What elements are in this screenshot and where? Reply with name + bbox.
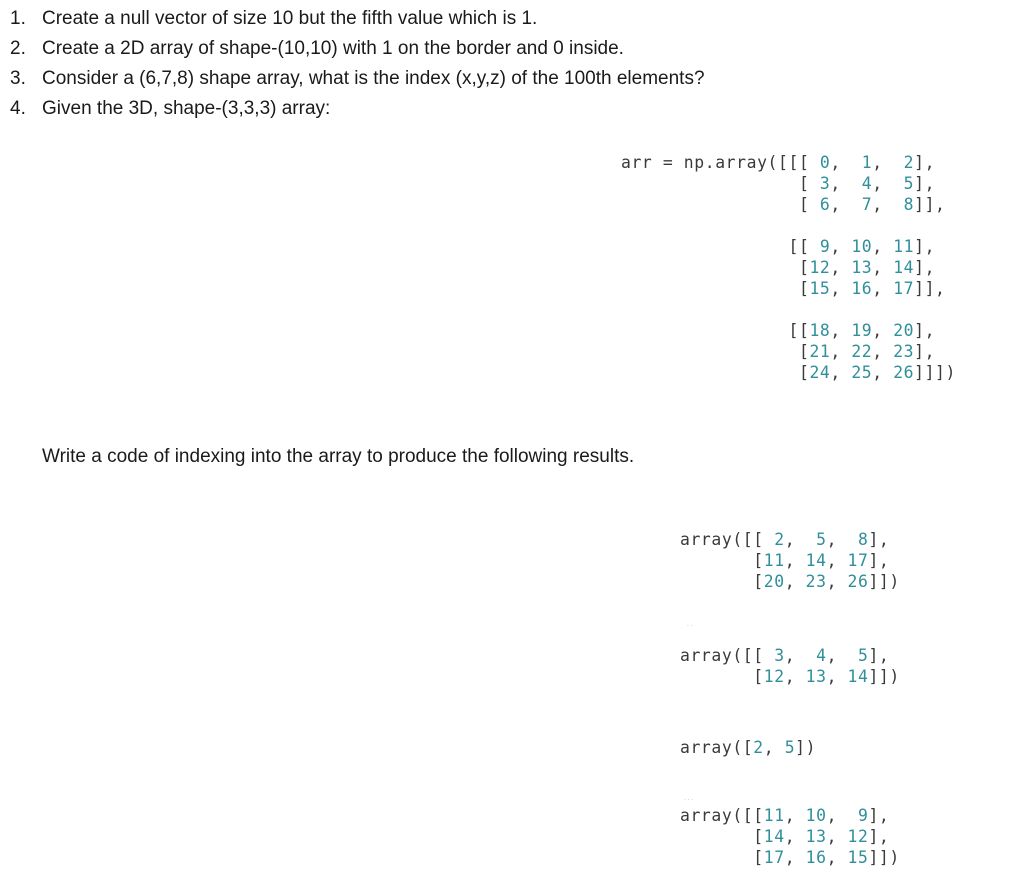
- code-number: 11: [763, 806, 785, 825]
- question-item: [10, 94, 705, 124]
- code-number: 23: [893, 342, 915, 361]
- code-number: 14: [805, 551, 827, 570]
- code-number: 5: [857, 646, 869, 665]
- code-number: 2: [753, 738, 764, 757]
- code-line: [11, 14, 17],: [680, 551, 890, 570]
- code-number: 26: [893, 363, 915, 382]
- code-number: 17: [893, 279, 915, 298]
- code-number: 19: [851, 321, 873, 340]
- given-array-code: [621, 152, 956, 383]
- code-line: [[18, 19, 20],: [621, 321, 936, 340]
- code-number: 11: [893, 237, 915, 256]
- code-line: array([[ 3, 4, 5],: [680, 646, 890, 665]
- code-line: [14, 13, 12],: [680, 827, 890, 846]
- code-number: 12: [763, 667, 785, 686]
- code-number: 7: [861, 195, 873, 214]
- code-number: 16: [805, 848, 827, 867]
- code-number: 13: [805, 827, 827, 846]
- code-number: 6: [819, 195, 831, 214]
- code-line: [ 3, 4, 5],: [621, 174, 936, 193]
- question-text: Consider a (6,7,8) shape array, what is the index (x,y,z) of the 100th elements?: [42, 68, 705, 89]
- question-item: [10, 64, 705, 94]
- code-number: 4: [861, 174, 873, 193]
- code-number: 14: [893, 258, 915, 277]
- code-number: 13: [805, 667, 827, 686]
- question-text: Create a 2D array of shape-(10,10) with 1 on the border and 0 inside.: [42, 38, 624, 59]
- code-number: 8: [857, 530, 869, 549]
- code-number: 14: [763, 827, 785, 846]
- code-number: 10: [805, 806, 827, 825]
- code-number: 21: [809, 342, 831, 361]
- code-line: arr = np.array([[[ 0, 1, 2],: [621, 153, 936, 172]
- question-number: 3.: [10, 68, 26, 89]
- code-number: 9: [819, 237, 831, 256]
- code-line: [ 6, 7, 8]],: [621, 195, 946, 214]
- question-number: 4.: [10, 98, 26, 119]
- separator-mark: ...: [683, 795, 694, 802]
- code-number: 25: [851, 363, 873, 382]
- result-array-1: [680, 529, 900, 592]
- code-number: 10: [851, 237, 873, 256]
- code-line: [[ 9, 10, 11],: [621, 237, 936, 256]
- code-number: 13: [851, 258, 873, 277]
- code-line: [17, 16, 15]]): [680, 848, 900, 867]
- code-number: 2: [774, 530, 785, 549]
- code-number: 17: [847, 551, 869, 570]
- code-number: 16: [851, 279, 873, 298]
- code-number: 5: [903, 174, 915, 193]
- question-item: [10, 34, 705, 64]
- question-text: Given the 3D, shape-(3,3,3) array:: [42, 98, 331, 119]
- code-number: 15: [809, 279, 831, 298]
- code-number: 17: [763, 848, 785, 867]
- code-number: 3: [774, 646, 785, 665]
- code-line: array([2, 5]): [680, 738, 817, 757]
- code-number: 9: [857, 806, 869, 825]
- code-number: 24: [809, 363, 831, 382]
- code-number: 1: [861, 153, 873, 172]
- code-line: [20, 23, 26]]): [680, 572, 900, 591]
- code-blank-line: [621, 215, 956, 236]
- code-line: [24, 25, 26]]]): [621, 363, 956, 382]
- question-number: 1.: [10, 8, 26, 29]
- result-array-2: [680, 645, 900, 687]
- question-text: Create a null vector of size 10 but the fifth value which is 1.: [42, 8, 538, 29]
- code-line: array([[ 2, 5, 8],: [680, 530, 890, 549]
- code-number: 18: [809, 321, 831, 340]
- code-blank-line: [621, 299, 956, 320]
- code-number: 0: [819, 153, 831, 172]
- code-number: 20: [893, 321, 915, 340]
- code-line: [12, 13, 14],: [621, 258, 936, 277]
- instruction-text: Write a code of indexing into the array to produce the following results.: [42, 446, 635, 467]
- code-line: array([[11, 10, 9],: [680, 806, 890, 825]
- code-number: 8: [903, 195, 915, 214]
- code-number: 5: [816, 530, 827, 549]
- code-line: [12, 13, 14]]): [680, 667, 900, 686]
- code-number: 22: [851, 342, 873, 361]
- code-number: 23: [805, 572, 827, 591]
- separator-mark: --: [686, 622, 694, 629]
- code-number: 4: [816, 646, 827, 665]
- code-number: 5: [784, 738, 796, 757]
- code-line: [21, 22, 23],: [621, 342, 936, 361]
- code-number: 26: [847, 572, 869, 591]
- question-item: [10, 4, 705, 34]
- code-number: 14: [847, 667, 869, 686]
- code-number: 20: [763, 572, 785, 591]
- result-array-4: [680, 805, 900, 868]
- code-number: 15: [847, 848, 869, 867]
- code-number: 3: [819, 174, 831, 193]
- result-array-3: [680, 737, 816, 758]
- question-list: [10, 4, 705, 124]
- code-line: [15, 16, 17]],: [621, 279, 946, 298]
- code-number: 12: [847, 827, 869, 846]
- code-number: 12: [809, 258, 831, 277]
- question-number: 2.: [10, 38, 26, 59]
- code-number: 11: [763, 551, 785, 570]
- code-number: 2: [903, 153, 915, 172]
